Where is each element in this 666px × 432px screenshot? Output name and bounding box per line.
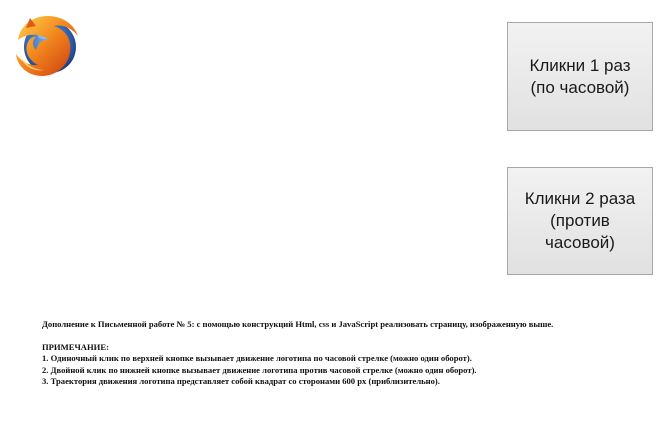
counterclockwise-button-label: Кликни 2 раза (против часовой): [524, 189, 636, 252]
clockwise-button-label: Кликни 1 раз (по часовой): [529, 55, 631, 97]
notes-item-3: 3. Траектория движения логотипа представляет собой квадрат со сторонами 600 px (приблизительно).: [42, 376, 440, 386]
firefox-logo: [8, 10, 86, 82]
notes-gap: [42, 331, 642, 342]
firefox-logo-icon: [8, 10, 86, 82]
assignment-notes: [42, 319, 642, 388]
notes-item-2: 2. Двойной клик по нижней кнопке вызывает движение логотипа против часовой стрелке (можно один оборот).: [42, 364, 477, 375]
counterclockwise-button[interactable]: [507, 167, 653, 275]
notes-item-1: 1. Одиночный клик по верхней кнопке вызывает движение логотипа по часовой стрелке (можно один оборот).: [42, 353, 472, 363]
clockwise-button[interactable]: [507, 22, 653, 131]
notes-intro: Дополнение к Письменной работе № 5: с помощью конструкций Html, css и JavaScript реализовать страницу, изображенную выше.: [42, 319, 554, 329]
notes-heading: ПРИМЕЧАНИЕ:: [42, 341, 109, 352]
